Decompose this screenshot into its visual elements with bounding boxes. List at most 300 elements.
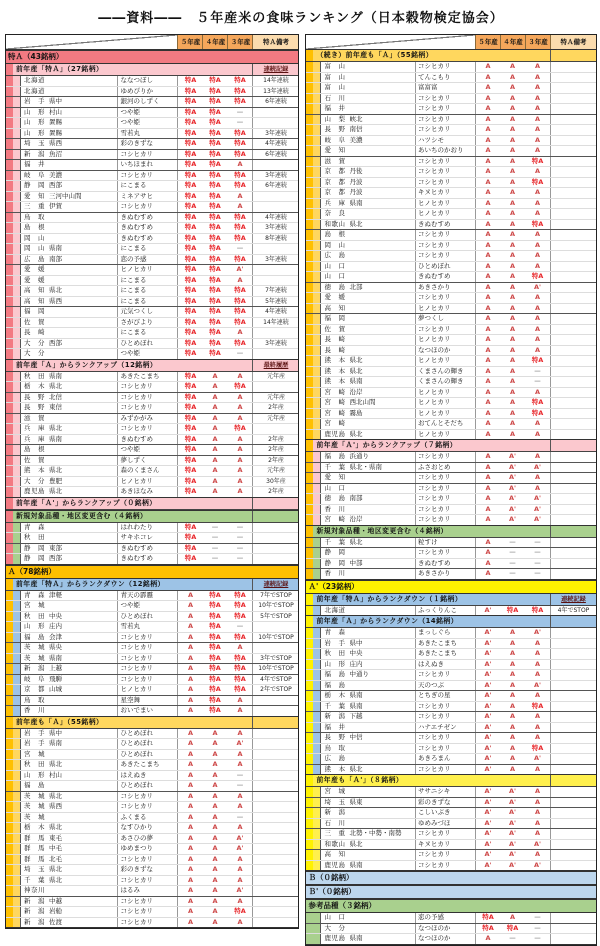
pref-cell bbox=[320, 660, 415, 670]
variety-cell: コシヒカリ bbox=[415, 829, 475, 839]
variety-cell: ヒノヒカリ bbox=[415, 209, 475, 219]
pref-name: 福 井 bbox=[324, 722, 346, 731]
section-strip bbox=[313, 452, 320, 462]
district-name: 県北 bbox=[49, 382, 62, 390]
variety-cell: きぬむすめ bbox=[117, 544, 177, 554]
district-name: 南部 bbox=[49, 254, 62, 263]
table-row bbox=[6, 684, 298, 695]
section-strip bbox=[13, 202, 20, 212]
rating-cell: 特A bbox=[177, 213, 202, 223]
category-strip bbox=[306, 606, 313, 616]
rating-cell: A bbox=[237, 706, 243, 714]
pref-name: 島 根 bbox=[324, 230, 346, 238]
rating-cell: A bbox=[212, 487, 218, 495]
pref-cell bbox=[320, 136, 415, 146]
district-name: 県北 bbox=[49, 286, 62, 294]
pref-cell bbox=[20, 675, 117, 685]
district-name: 魚沼 bbox=[49, 149, 62, 158]
pref-name: 石 川 bbox=[324, 818, 346, 827]
rating-cell: A bbox=[237, 875, 243, 884]
rating-cell: A bbox=[177, 675, 202, 685]
note-cell bbox=[252, 706, 298, 716]
pref-cell bbox=[20, 729, 117, 739]
rating-cell: A bbox=[534, 335, 541, 343]
rating-cell: 特A bbox=[209, 128, 221, 137]
section-note-label bbox=[252, 511, 298, 522]
section-header bbox=[306, 594, 596, 606]
section-strip bbox=[13, 318, 20, 328]
pref-cell bbox=[320, 220, 415, 230]
rating-cell: A bbox=[534, 83, 541, 91]
variety-cell: コシヒカリ bbox=[415, 850, 475, 860]
pref-name: 青 森 bbox=[324, 628, 346, 636]
pref-name: 宮 崎 bbox=[324, 515, 346, 523]
rating-cell: 特A bbox=[209, 107, 221, 116]
pref-name: 山 形 bbox=[24, 107, 45, 116]
section-strip bbox=[13, 654, 20, 664]
col-header: ４年産 bbox=[202, 35, 227, 49]
pref-cell bbox=[20, 435, 117, 445]
rating-cell: A bbox=[177, 696, 202, 706]
rating-cell: A bbox=[212, 445, 218, 453]
note-cell: 30年産 bbox=[252, 477, 298, 487]
section-strip bbox=[13, 76, 20, 86]
rating-cell: — bbox=[236, 107, 244, 116]
rating-cell: A bbox=[475, 505, 500, 515]
category-strip bbox=[306, 702, 313, 712]
note-cell bbox=[252, 739, 298, 749]
category-strip bbox=[306, 167, 313, 177]
pref-cell bbox=[320, 606, 415, 616]
note-cell: 3年でSTOP bbox=[252, 654, 298, 664]
pref-name: 秋 田 bbox=[324, 649, 346, 657]
rating-cell: 特A bbox=[209, 674, 221, 683]
pref-name: 高 知 bbox=[24, 286, 45, 294]
pref-name: 岡 山 bbox=[24, 233, 45, 242]
pref-cell bbox=[20, 318, 117, 328]
district-name: 岩船 bbox=[49, 907, 62, 915]
table-row bbox=[306, 135, 596, 146]
table-row bbox=[306, 387, 596, 398]
note-cell bbox=[550, 262, 596, 272]
category-strip bbox=[306, 649, 313, 659]
district-name: 丹後 bbox=[349, 167, 363, 175]
pref-name: 埼 玉 bbox=[24, 139, 45, 147]
note-cell bbox=[550, 220, 596, 230]
pref-cell bbox=[20, 865, 117, 875]
rating-cell: A bbox=[509, 913, 516, 921]
pref-name: 栃 木 bbox=[24, 382, 45, 390]
rating-cell: A' bbox=[508, 452, 517, 460]
section-strip bbox=[13, 139, 20, 149]
rating-cell: A bbox=[475, 220, 500, 230]
category-strip bbox=[6, 685, 13, 695]
pref-cell bbox=[20, 802, 117, 812]
category-strip bbox=[306, 754, 313, 764]
variety-cell: ヒノヒカリ bbox=[117, 265, 177, 275]
category-strip bbox=[306, 515, 313, 525]
variety-cell: コシヒカリ bbox=[415, 494, 475, 504]
section-strip bbox=[13, 601, 20, 611]
section-strip bbox=[313, 819, 320, 829]
table-row bbox=[6, 543, 298, 554]
variety-cell: コシヒカリ bbox=[415, 230, 475, 240]
rating-cell: — bbox=[236, 349, 244, 357]
category-strip bbox=[306, 452, 313, 462]
rating-cell: A' bbox=[508, 850, 517, 858]
rating-cell: A bbox=[509, 72, 516, 81]
note-cell bbox=[550, 125, 596, 135]
category-strip bbox=[6, 477, 13, 487]
section-strip bbox=[13, 414, 20, 424]
rating-cell: 特A bbox=[177, 171, 202, 181]
table-row bbox=[306, 807, 596, 818]
rating-cell: A bbox=[475, 538, 500, 548]
variety-cell: 恋の予感 bbox=[415, 913, 475, 923]
pref-name: 佐 賀 bbox=[324, 324, 346, 333]
rating-cell: A bbox=[509, 754, 516, 762]
section-outer-strip bbox=[6, 64, 13, 75]
note-cell bbox=[550, 94, 596, 104]
rating-cell: 特A bbox=[177, 118, 202, 128]
category-strip bbox=[306, 712, 313, 722]
section-note-label bbox=[550, 616, 596, 627]
category-strip bbox=[6, 855, 13, 865]
pref-cell bbox=[320, 146, 415, 156]
table-row bbox=[306, 261, 596, 272]
pref-cell bbox=[320, 934, 415, 944]
pref-name: 鹿児島 bbox=[324, 429, 346, 438]
district-name: 県西 bbox=[49, 802, 62, 810]
table-row bbox=[6, 854, 298, 865]
pref-name: 北海道 bbox=[24, 76, 45, 84]
rating-cell: 特A bbox=[531, 701, 544, 710]
category-strip bbox=[306, 346, 313, 356]
pref-cell bbox=[320, 73, 415, 83]
rating-cell: A bbox=[534, 188, 541, 196]
rating-cell: 特A bbox=[209, 338, 221, 347]
section bbox=[6, 717, 298, 929]
note-cell bbox=[550, 484, 596, 494]
section-strip bbox=[313, 505, 320, 515]
variety-cell: コシヒカリ bbox=[117, 654, 177, 664]
rating-cell: 特A bbox=[531, 219, 544, 228]
category-strip bbox=[306, 220, 313, 230]
rating-cell: A bbox=[534, 850, 541, 858]
section-header bbox=[6, 511, 298, 523]
table-row bbox=[306, 324, 596, 335]
pref-name: 新 潟 bbox=[24, 907, 45, 915]
rating-cell: 特A bbox=[209, 622, 221, 630]
rating-cell: A bbox=[534, 314, 541, 322]
pref-cell bbox=[320, 230, 415, 240]
section-strip bbox=[13, 622, 20, 632]
pref-cell bbox=[320, 62, 415, 72]
section-header bbox=[306, 775, 596, 787]
rating-cell: 特A bbox=[234, 181, 246, 189]
pref-name: 長 崎 bbox=[324, 335, 346, 343]
rating-cell: A bbox=[475, 515, 500, 525]
rating-cell: A bbox=[237, 643, 243, 651]
category-band: Ａ（78銘柄） bbox=[6, 565, 298, 579]
note-cell bbox=[550, 83, 596, 93]
rating-cell: A bbox=[475, 934, 500, 944]
note-cell bbox=[252, 907, 298, 917]
variety-cell: てんこもり bbox=[415, 73, 475, 83]
category-strip bbox=[6, 234, 13, 244]
district-name: 県中 bbox=[349, 638, 363, 647]
rating-cell: 特A bbox=[209, 191, 221, 200]
pref-cell bbox=[20, 907, 117, 917]
rating-cell: A bbox=[475, 388, 500, 398]
variety-cell: ヒノヒカリ bbox=[117, 685, 177, 695]
pref-name: 香 川 bbox=[324, 569, 346, 577]
district-name: 伊賀 bbox=[49, 202, 62, 210]
category-band: Ｂ'（０銘柄） bbox=[306, 885, 596, 899]
section-outer-strip bbox=[6, 579, 13, 590]
rating-cell: A bbox=[177, 591, 202, 601]
section-strip bbox=[13, 213, 20, 223]
pref-name: 山 形 bbox=[324, 659, 346, 668]
note-cell bbox=[252, 643, 298, 653]
rating-cell: A bbox=[177, 760, 202, 770]
variety-cell: はえぬき bbox=[117, 771, 177, 781]
rating-cell: A' bbox=[533, 754, 542, 762]
district-name: 西部 bbox=[49, 338, 62, 347]
section-strip bbox=[313, 209, 320, 219]
rating-cell: — bbox=[236, 118, 244, 126]
note-cell bbox=[252, 823, 298, 833]
variety-cell: きぬむすめ bbox=[117, 223, 177, 233]
district-name: 県東 bbox=[349, 797, 363, 806]
note-cell bbox=[252, 855, 298, 865]
variety-cell: ふさおとめ bbox=[415, 463, 475, 473]
section-strip bbox=[13, 675, 20, 685]
variety-cell: あいちのかおり bbox=[415, 146, 475, 156]
rating-cell: A' bbox=[533, 504, 542, 513]
rating-cell: 特A bbox=[209, 590, 221, 599]
table-row bbox=[6, 465, 298, 476]
variety-cell: 天のつぶ bbox=[415, 681, 475, 691]
rating-cell: A' bbox=[475, 787, 500, 797]
table-row bbox=[306, 166, 596, 177]
district-name: 県北 bbox=[349, 366, 363, 375]
table-row bbox=[306, 568, 596, 579]
note-cell: 10年でSTOP bbox=[252, 601, 298, 611]
pref-name: 静 岡 bbox=[24, 543, 45, 552]
category-strip bbox=[6, 591, 13, 601]
pref-name: 広 島 bbox=[24, 254, 45, 263]
rating-cell: A bbox=[475, 325, 500, 335]
category-strip bbox=[306, 538, 313, 548]
pref-cell bbox=[320, 83, 415, 93]
rating-cell: — bbox=[236, 543, 244, 552]
rating-cell: A bbox=[212, 791, 218, 800]
district-name: 県北 bbox=[349, 839, 363, 848]
pref-cell bbox=[320, 104, 415, 114]
pref-cell bbox=[20, 129, 117, 139]
rating-cell: A' bbox=[475, 670, 500, 680]
rating-cell: A bbox=[475, 346, 500, 356]
section-header bbox=[6, 579, 298, 591]
category-strip bbox=[6, 403, 13, 413]
category-strip bbox=[6, 729, 13, 739]
category-strip bbox=[306, 409, 313, 419]
rating-cell: A bbox=[212, 728, 218, 737]
category-strip bbox=[6, 108, 13, 118]
section-note-label bbox=[252, 498, 298, 509]
rating-cell: A bbox=[237, 191, 243, 200]
table-row bbox=[6, 621, 298, 632]
note-cell: 14年連続 bbox=[252, 318, 298, 328]
pref-cell bbox=[20, 150, 117, 160]
rating-cell: 特A bbox=[234, 86, 246, 95]
district-name: 美濃 bbox=[349, 135, 363, 144]
variety-cell: はれわたり bbox=[117, 523, 177, 533]
table-row bbox=[6, 296, 298, 307]
table-row bbox=[306, 818, 596, 829]
section-strip bbox=[313, 136, 320, 146]
rating-cell: A' bbox=[508, 839, 517, 848]
rating-cell: 特A bbox=[177, 234, 202, 244]
rating-cell: A' bbox=[508, 808, 517, 816]
pref-cell bbox=[20, 897, 117, 907]
note-cell bbox=[550, 157, 596, 167]
pref-name: 兵 庫 bbox=[24, 424, 45, 432]
rating-cell: A bbox=[475, 398, 500, 408]
rating-cell: 特A bbox=[209, 706, 221, 714]
note-cell: 元年産 bbox=[252, 393, 298, 403]
rating-cell: A bbox=[177, 813, 202, 823]
pref-name: 福 島 bbox=[324, 670, 346, 678]
table-row bbox=[6, 476, 298, 487]
category-strip bbox=[6, 223, 13, 233]
note-cell bbox=[550, 861, 596, 871]
pref-cell bbox=[20, 328, 117, 338]
rating-cell: A bbox=[534, 345, 541, 354]
table-row bbox=[6, 632, 298, 643]
variety-cell: ななつぼし bbox=[117, 76, 177, 86]
rating-cell: 特A bbox=[234, 149, 246, 158]
category-strip bbox=[6, 213, 13, 223]
pref-name: 群 馬 bbox=[24, 854, 45, 863]
rating-cell: — bbox=[236, 781, 244, 789]
pref-name: 新 潟 bbox=[24, 149, 45, 158]
table-row bbox=[6, 642, 298, 653]
pref-cell bbox=[20, 685, 117, 695]
category-strip bbox=[6, 533, 13, 543]
section-strip bbox=[313, 62, 320, 72]
pref-name: 岐 阜 bbox=[324, 135, 346, 144]
section-header bbox=[6, 498, 298, 510]
section-strip bbox=[313, 639, 320, 649]
pref-cell bbox=[320, 744, 415, 754]
category-strip bbox=[306, 798, 313, 808]
rating-cell: 特A bbox=[209, 149, 221, 158]
category-strip bbox=[6, 918, 13, 928]
note-cell bbox=[252, 265, 298, 275]
category-strip bbox=[306, 484, 313, 494]
pref-name: 栃 木 bbox=[324, 691, 346, 699]
rating-cell: A bbox=[534, 787, 541, 795]
rating-cell: A bbox=[475, 484, 500, 494]
category-strip bbox=[306, 388, 313, 398]
table-row bbox=[6, 770, 298, 781]
rating-cell: 特A bbox=[475, 913, 500, 923]
pref-cell bbox=[20, 466, 117, 476]
pref-cell bbox=[20, 223, 117, 233]
table-row bbox=[6, 381, 298, 392]
rating-cell: A' bbox=[475, 819, 500, 829]
note-cell bbox=[550, 377, 596, 387]
table-row bbox=[306, 764, 596, 775]
section-strip bbox=[13, 424, 20, 434]
rating-cell: — bbox=[211, 533, 219, 541]
pref-cell bbox=[320, 335, 415, 345]
pref-name: 北海道 bbox=[24, 86, 45, 95]
rating-cell: 特A bbox=[531, 156, 544, 165]
section-strip bbox=[313, 419, 320, 429]
rating-cell: A bbox=[509, 125, 516, 133]
pref-name: 滋 賀 bbox=[24, 413, 45, 422]
table-row bbox=[306, 839, 596, 850]
note-cell bbox=[252, 844, 298, 854]
rating-cell: A bbox=[475, 430, 500, 440]
variety-cell: いちほまれ bbox=[117, 160, 177, 170]
rating-cell: A' bbox=[475, 765, 500, 775]
table-row bbox=[6, 96, 298, 107]
rating-cell: 特A bbox=[234, 317, 246, 326]
rating-cell: A bbox=[509, 230, 516, 238]
section-header bbox=[306, 526, 596, 538]
rating-cell: A bbox=[534, 240, 541, 249]
variety-cell: コシヒカリ bbox=[415, 702, 475, 712]
rating-cell: A bbox=[509, 240, 516, 249]
category-strip bbox=[306, 765, 313, 775]
rating-cell: A bbox=[509, 282, 516, 291]
pref-name: 山 形 bbox=[24, 128, 45, 137]
pref-cell bbox=[320, 325, 415, 335]
table-row bbox=[6, 243, 298, 254]
variety-cell: コシヒカリ bbox=[415, 861, 475, 871]
pref-name: 熊 本 bbox=[324, 377, 346, 385]
table-row bbox=[306, 282, 596, 293]
rating-cell: 特A bbox=[234, 653, 246, 662]
note-cell bbox=[550, 73, 596, 83]
pref-cell bbox=[320, 765, 415, 775]
category-strip bbox=[306, 356, 313, 366]
category-strip bbox=[306, 505, 313, 515]
pref-cell bbox=[320, 702, 415, 712]
variety-cell: ハナエチゼン bbox=[415, 723, 475, 733]
rating-cell: 特A bbox=[177, 533, 202, 543]
pref-cell bbox=[320, 538, 415, 548]
note-cell bbox=[550, 829, 596, 839]
category-strip bbox=[6, 244, 13, 254]
rating-cell: A bbox=[237, 434, 243, 443]
note-cell bbox=[550, 104, 596, 114]
rating-cell: A bbox=[509, 135, 516, 144]
section-strip bbox=[313, 744, 320, 754]
rating-cell: 特A bbox=[209, 317, 221, 326]
rating-cell: A bbox=[212, 392, 218, 401]
district-name: 豊肥 bbox=[49, 476, 62, 485]
category-band: 参考品種（３銘柄） bbox=[306, 899, 596, 913]
district-name: 県北 bbox=[349, 764, 363, 773]
rating-cell: A bbox=[534, 135, 541, 144]
pref-cell bbox=[320, 452, 415, 462]
section-strip bbox=[313, 356, 320, 366]
